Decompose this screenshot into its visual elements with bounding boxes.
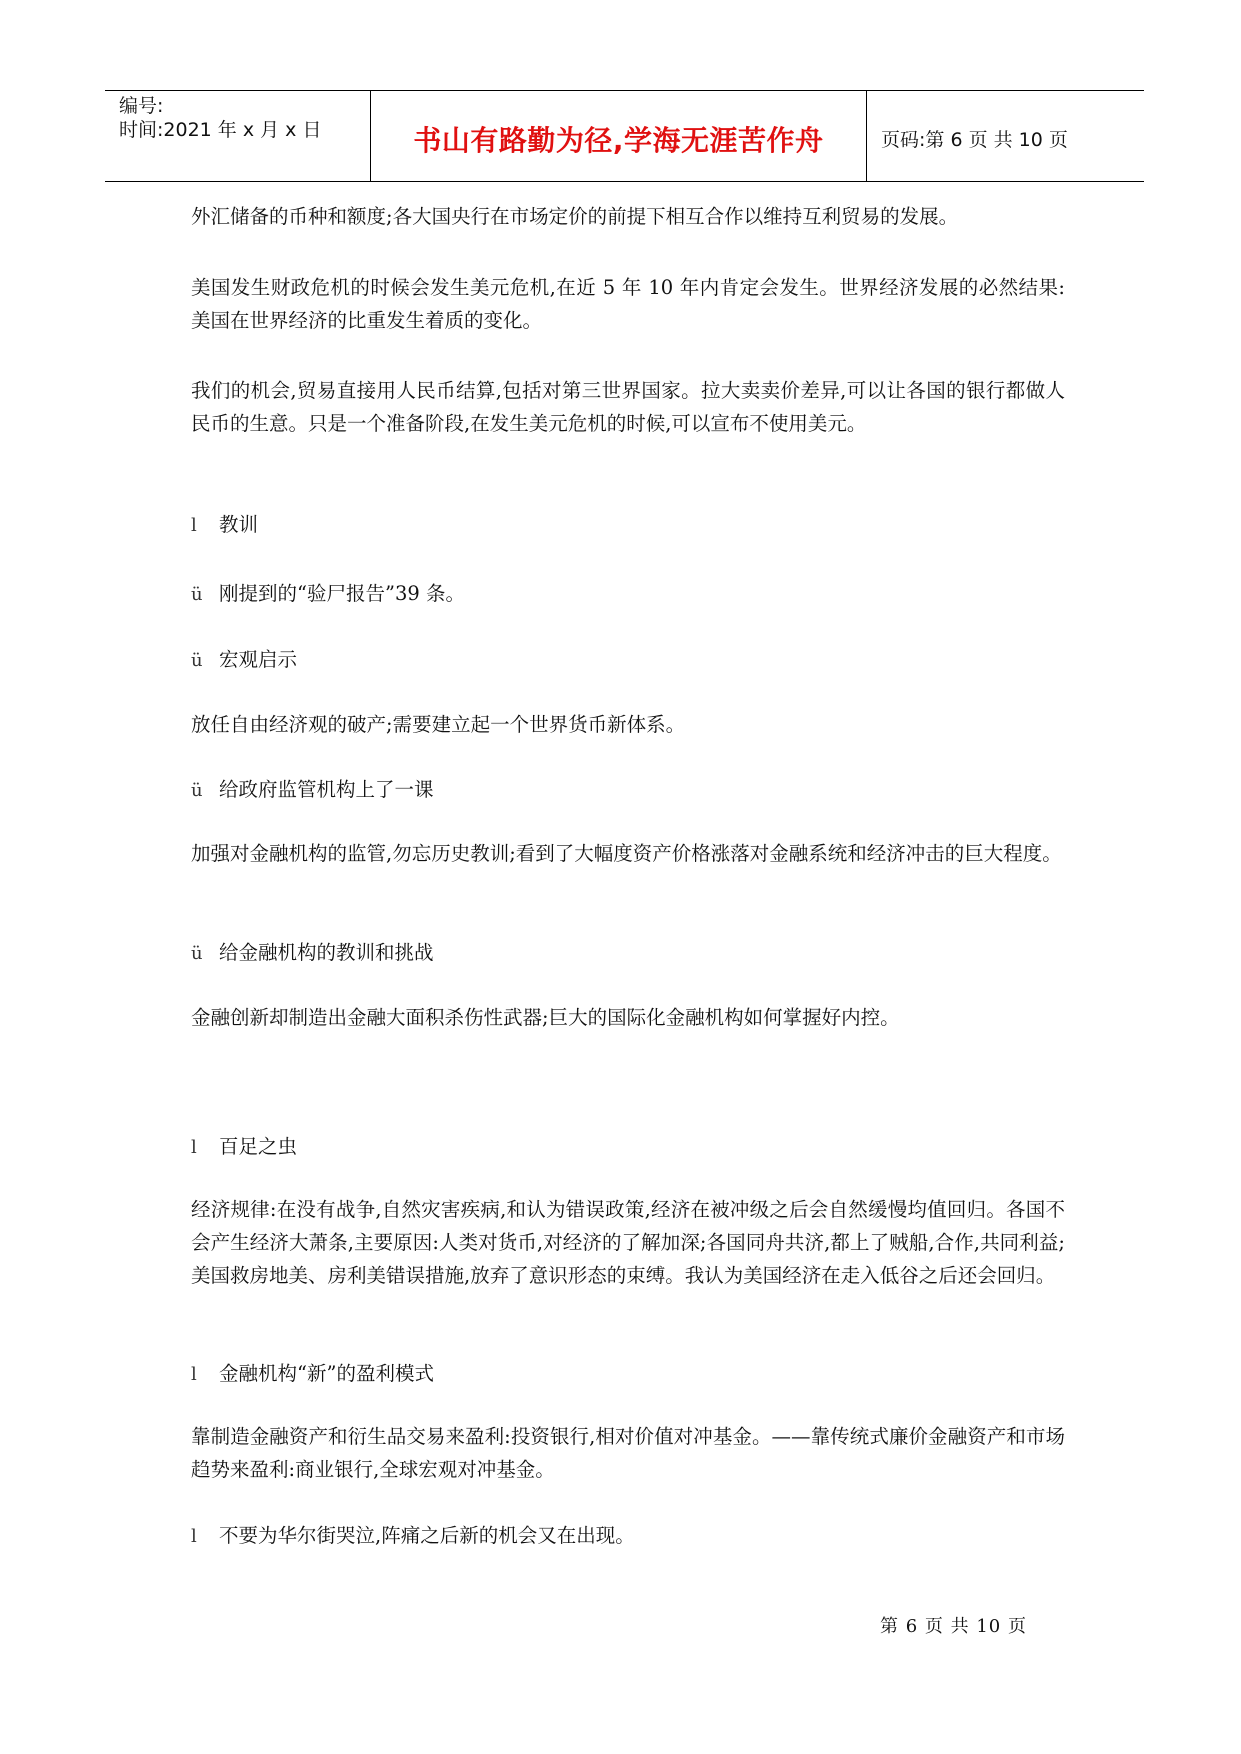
bullet-text: 给政府监管机构上了一课 [219,778,434,801]
header-motto-cell [370,91,867,181]
bullet-text: 刚提到的“验尸报告”39 条。 [219,582,465,605]
paragraph-3: 我们的机会,贸易直接用人民币结算,包括对第三世界国家。拉大卖卖价差异,可以让各国的银行都做人民币的生意。只是一个准备阶段,在发生美元危机的时候,可以宣布不使用美元。 [191,379,1065,435]
bullet-marker: ü [191,780,203,801]
bullet-item-autopsy [191,577,465,611]
bullet-text: 宏观启示 [219,648,298,671]
bullet-item-lessons [191,508,258,542]
bullet-marker: l [191,1364,197,1385]
header-page-cell [867,91,1144,181]
bullet-marker: ü [191,584,203,605]
header-info-cell [105,91,370,181]
bullet-marker: ü [191,650,203,671]
bullet-marker: l [191,1137,197,1158]
paragraph-5: 加强对金融机构的监管,勿忘历史教训;看到了大幅度资产价格涨落对金融系统和经济冲击的巨大程度。 [191,842,1062,865]
bullet-text: 教训 [219,513,259,536]
bullet-text: 不要为华尔街哭泣,阵痛之后新的机会又在出现。 [219,1524,635,1547]
bullet-item-regulators [191,773,434,807]
paragraph-8: 靠制造金融资产和衍生品交易来盈利:投资银行,相对价值对冲基金。——靠传统式廉价金融资产和市场趋势来盈利:商业银行,全球宏观对冲基金。 [191,1425,1065,1481]
bullet-item-institutions [191,936,434,970]
header-page-code: 页码:第 6 页 共 10 页 [881,129,1068,151]
paragraph-4: 放任自由经济观的破产;需要建立起一个世界货币新体系。 [191,713,686,736]
document-number-label: 编号: [119,95,164,117]
bullet-text: 金融机构“新”的盈利模式 [219,1362,434,1385]
bullet-marker: l [191,1526,197,1547]
page-footer-number: 第 6 页 共 10 页 [880,1616,1027,1637]
paragraph-1: 外汇储备的币种和额度;各大国央行在市场定价的前提下相互合作以维持互利贸易的发展。 [191,205,959,228]
bullet-item-macro [191,643,297,677]
paragraph-6: 金融创新却制造出金融大面积杀伤性武器;巨大的国际化金融机构如何掌握好内控。 [191,1006,900,1029]
document-time-label: 时间:2021 年 x 月 x 日 [119,119,322,141]
bullet-marker: ü [191,943,203,964]
bullet-item-wall-street [191,1519,635,1553]
page-header [105,90,1144,182]
paragraph-7: 经济规律:在没有战争,自然灾害疾病,和认为错误政策,经济在被冲级之后会自然缓慢均值回归。各国不会产生经济大萧条,主要原因:人类对货币,对经济的了解加深;各国同舟共济,都上了贼船,合作,共同利益;美国救房地美、房利美错误措施,放弃了意识形态的束缚。我认为美国经济在走入低谷之后还会回归。 [191,1198,1065,1287]
paragraph-2: 美国发生财政危机的时候会发生美元危机,在近 5 年 10 年内肯定会发生。世界经济发展的必然结果:美国在世界经济的比重发生着质的变化。 [191,276,1065,332]
bullet-text: 百足之虫 [219,1135,298,1158]
bullet-text: 给金融机构的教训和挑战 [219,941,434,964]
header-motto: 书山有路勤为径,学海无涯苦作舟 [413,124,824,157]
bullet-marker: l [191,515,197,536]
bullet-item-centipede [191,1130,297,1164]
bullet-item-profit-model [191,1357,434,1391]
